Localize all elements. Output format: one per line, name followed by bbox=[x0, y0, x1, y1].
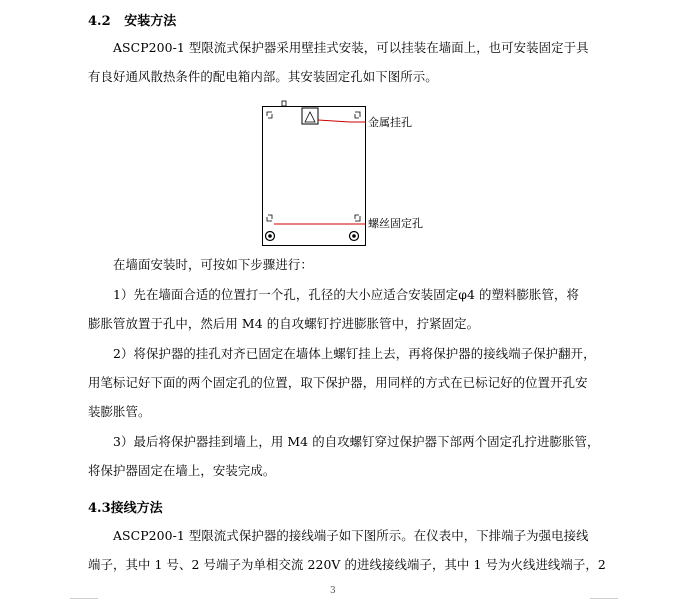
corner-mark bbox=[268, 215, 272, 219]
step-3-line: 将保护器固定在墙上，安装完成。 bbox=[88, 463, 276, 478]
hang-hole-slot bbox=[305, 112, 315, 122]
top-tab bbox=[282, 101, 286, 106]
mounting-hole-diagram bbox=[262, 104, 423, 246]
corner-mark bbox=[268, 114, 272, 118]
screw-hole-left-center bbox=[268, 234, 272, 238]
paragraph-line: ASCP200-1 型限流式保护器采用壁挂式安装，可以挂装在墙面上，也可安装固定于具 bbox=[113, 40, 589, 55]
label-hang-hole: 金属挂孔 bbox=[368, 116, 412, 129]
corner-mark bbox=[355, 215, 359, 219]
step-1-line: 膨胀管放置于孔中，然后用 M4 的自攻螺钉拧进膨胀管中，拧紧固定。 bbox=[88, 316, 480, 331]
footer-margin-mark bbox=[590, 598, 618, 599]
hang-hole-frame bbox=[302, 108, 318, 124]
label-screw-hole: 螺丝固定孔 bbox=[368, 217, 423, 230]
footer-margin-mark bbox=[70, 598, 98, 599]
section-heading-4-3 bbox=[88, 497, 163, 516]
paragraph-line: 端子，其中 1 号、2 号端子为单相交流 220V 的进线接线端子，其中 1 号为火线进线端子，2 bbox=[88, 557, 606, 572]
corner-mark bbox=[267, 217, 272, 221]
section-number: 4.3 bbox=[88, 501, 111, 516]
section-title: 接线方法 bbox=[110, 501, 163, 516]
corner-mark bbox=[355, 112, 360, 117]
step-2-line: 2）将保护器的挂孔对齐已固定在墙体上螺钉挂上去，再将保护器的接线端子保护翻开， bbox=[113, 346, 596, 361]
section-number: 4.2 bbox=[88, 14, 111, 29]
step-2-line: 用笔标记好下面的两个固定孔的位置，取下保护器，用同样的方式在已标记好的位置开孔安 bbox=[88, 375, 588, 390]
corner-mark bbox=[355, 114, 359, 118]
corner-mark bbox=[355, 216, 360, 221]
paragraph-line: ASCP200-1 型限流式保护器的接线端子如下图所示。在仪表中，下排端子为强电接线 bbox=[113, 528, 589, 543]
hang-hole-leader-line bbox=[318, 120, 366, 122]
step-3-line: 3）最后将保护器挂到墙上，用 M4 的自攻螺钉穿过保护器下部两个固定孔拧进膨胀管， bbox=[113, 434, 600, 449]
step-2-line: 装膨胀管。 bbox=[88, 404, 151, 419]
page-number: 3 bbox=[330, 586, 336, 596]
device-body-outline bbox=[263, 107, 366, 246]
screw-hole-right-center bbox=[352, 234, 356, 238]
paragraph-line: 有良好通风散热条件的配电箱内部。其安装固定孔如下图所示。 bbox=[88, 69, 438, 84]
corner-mark bbox=[267, 112, 272, 116]
paragraph-line: 在墙面安装时，可按如下步骤进行： bbox=[113, 257, 313, 272]
step-1-line: 1）先在墙面合适的位置打一个孔，孔径的大小应适合安装固定φ4 的塑料膨胀管，将 bbox=[113, 287, 579, 302]
section-heading-4-2 bbox=[88, 10, 176, 29]
section-title: 安装方法 bbox=[124, 14, 177, 29]
